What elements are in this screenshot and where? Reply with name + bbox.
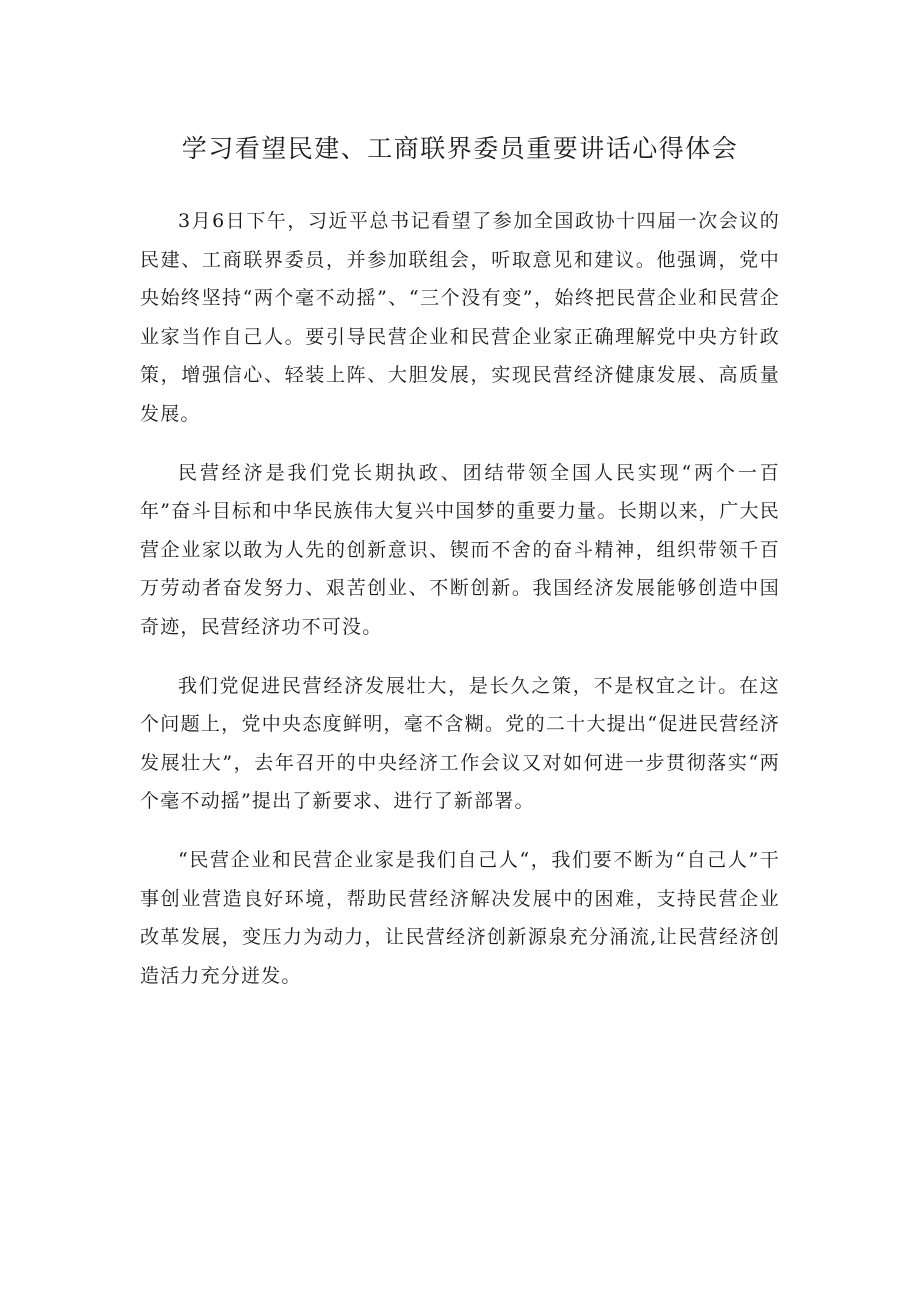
paragraph-4: “民营企业和民营企业家是我们自己人“，我们要不断为“自己人”干事创业营造良好环境，帮助民营经济解决发展中的困难，支持民营企业改革发展，变压力为动力，让民营经济创新源泉充分涌流,让民营经济创造活力充分迸发。 — [140, 848, 780, 987]
paragraph-3: 我们党促进民营经济发展壮大，是长久之策，不是权宜之计。在这个问题上，党中央态度鲜明，毫不含糊。党的二十大提出“促进民营经济发展壮大”，去年召开的中央经济工作会议又对如何进一步贯彻落实“两个毫不动摇”提出了新要求、进行了新部署。 — [140, 674, 780, 813]
paragraph-1: 3月6日下午，习近平总书记看望了参加全国政协十四届一次会议的民建、工商联界委员，并参加联组会，听取意见和建议。他强调，党中央始终坚持“两个毫不动摇”、“三个没有变”，始终把民营企业和民营企业家当作自己人。要引导民营企业和民营企业家正确理解党中央方针政策，增强信心、轻装上阵、大胆发展，实现民营经济健康发展、高质量发展。 — [140, 210, 780, 425]
document-title: 学习看望民建、工商联界委员重要讲话心得体会 — [181, 134, 739, 163]
document-body — [140, 202, 780, 995]
paragraph-2: 民营经济是我们党长期执政、团结带领全国人民实现“两个一百年”奋斗目标和中华民族伟大复兴中国梦的重要力量。长期以来，广大民营企业家以敢为人先的创新意识、锲而不舍的奋斗精神，组织带领千百万劳动者奋发努力、艰苦创业、不断创新。我国经济发展能够创造中国奇迹，民营经济功不可没。 — [140, 461, 780, 638]
